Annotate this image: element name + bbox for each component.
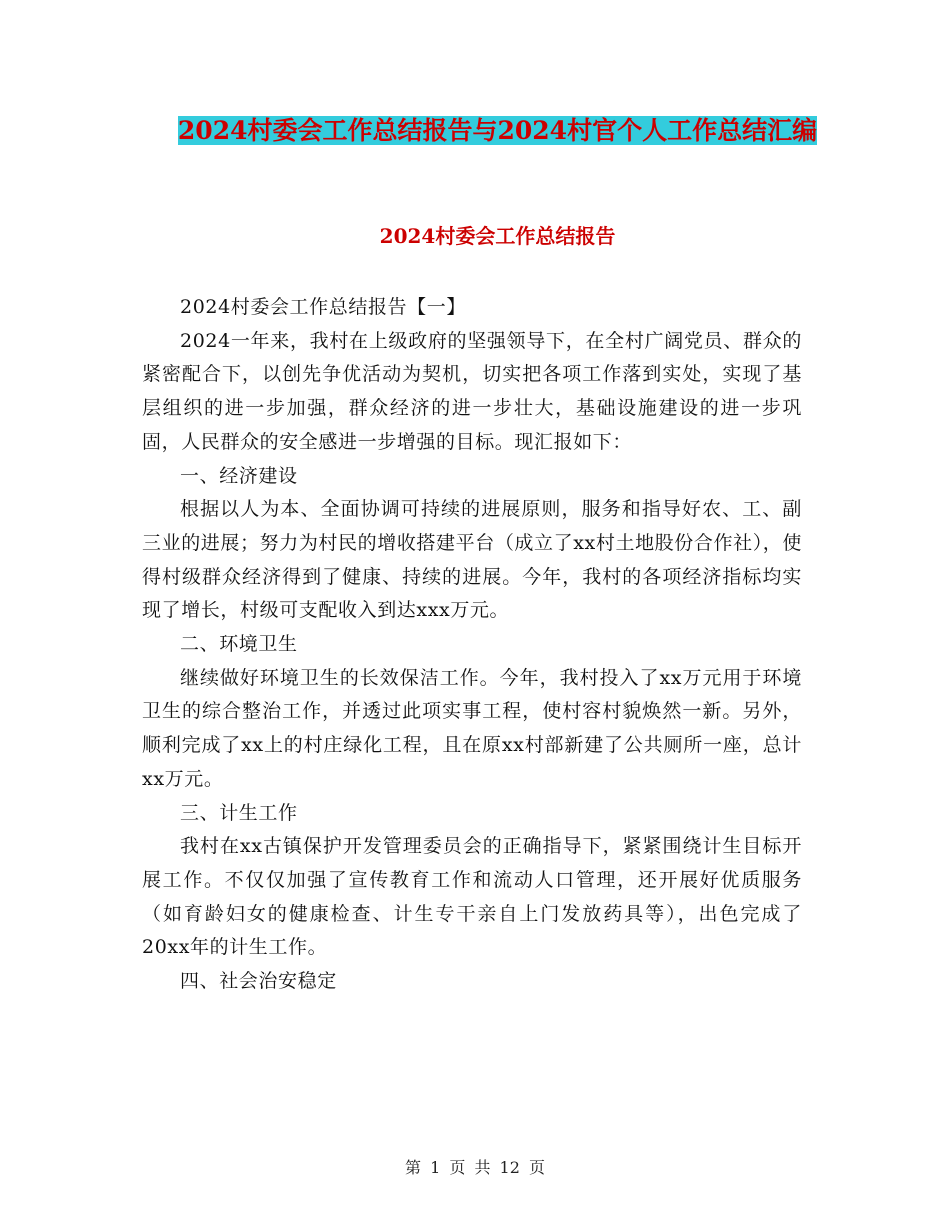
paragraph: 2024一年来，我村在上级政府的坚强领导下，在全村广阔党员、群众的紧密配合下，以创先争优活动为契机，切实把各项工作落到实处，实现了基层组织的进一步加强，群众经济的进一步壮大，基础设施建设的进一步巩固，人民群众的安全感进一步增强的目标。现汇报如下： — [142, 329, 802, 453]
page-footer: 第 1 页 共 12 页 — [405, 1158, 545, 1177]
section-title: 2024村委会工作总结报告 — [379, 224, 616, 248]
paragraph-heading: 三、计生工作 — [180, 801, 298, 824]
paragraph-heading: 二、环境卫生 — [180, 633, 298, 656]
document-title-text: 2024村委会工作总结报告与2024村官个人工作总结汇编 — [177, 116, 818, 145]
paragraph: 根据以人为本、全面协调可持续的进展原则，服务和指导好农、工、副三业的进展；努力为村民的增收搭建平台（成立了xx村土地股份合作社），使得村级群众经济得到了健康、持续的进展。今年，我村的各项经济指标均实现了增长，村级可支配收入到达xxx万元。 — [142, 498, 802, 622]
paragraph: 继续做好环境卫生的长效保洁工作。今年，我村投入了xx万元用于环境卫生的综合整治工作，并透过此项实事工程，使村容村貌焕然一新。另外，顺利完成了xx上的村庄绿化工程，且在原xx村部新建了公共厕所一座，总计xx万元。 — [142, 666, 802, 790]
document-body — [142, 291, 802, 999]
document-title — [140, 108, 855, 154]
paragraph: 我村在xx古镇保护开发管理委员会的正确指导下，紧紧围绕计生目标开展工作。不仅仅加强了宣传教育工作和流动人口管理，还开展好优质服务（如育龄妇女的健康检查、计生专干亲自上门发放药具等），出色完成了20xx年的计生工作。 — [142, 835, 802, 959]
paragraph-heading: 四、社会治安稳定 — [180, 970, 337, 993]
paragraph-heading: 一、经济建设 — [180, 464, 298, 487]
paragraph: 2024村委会工作总结报告【一】 — [180, 296, 466, 318]
